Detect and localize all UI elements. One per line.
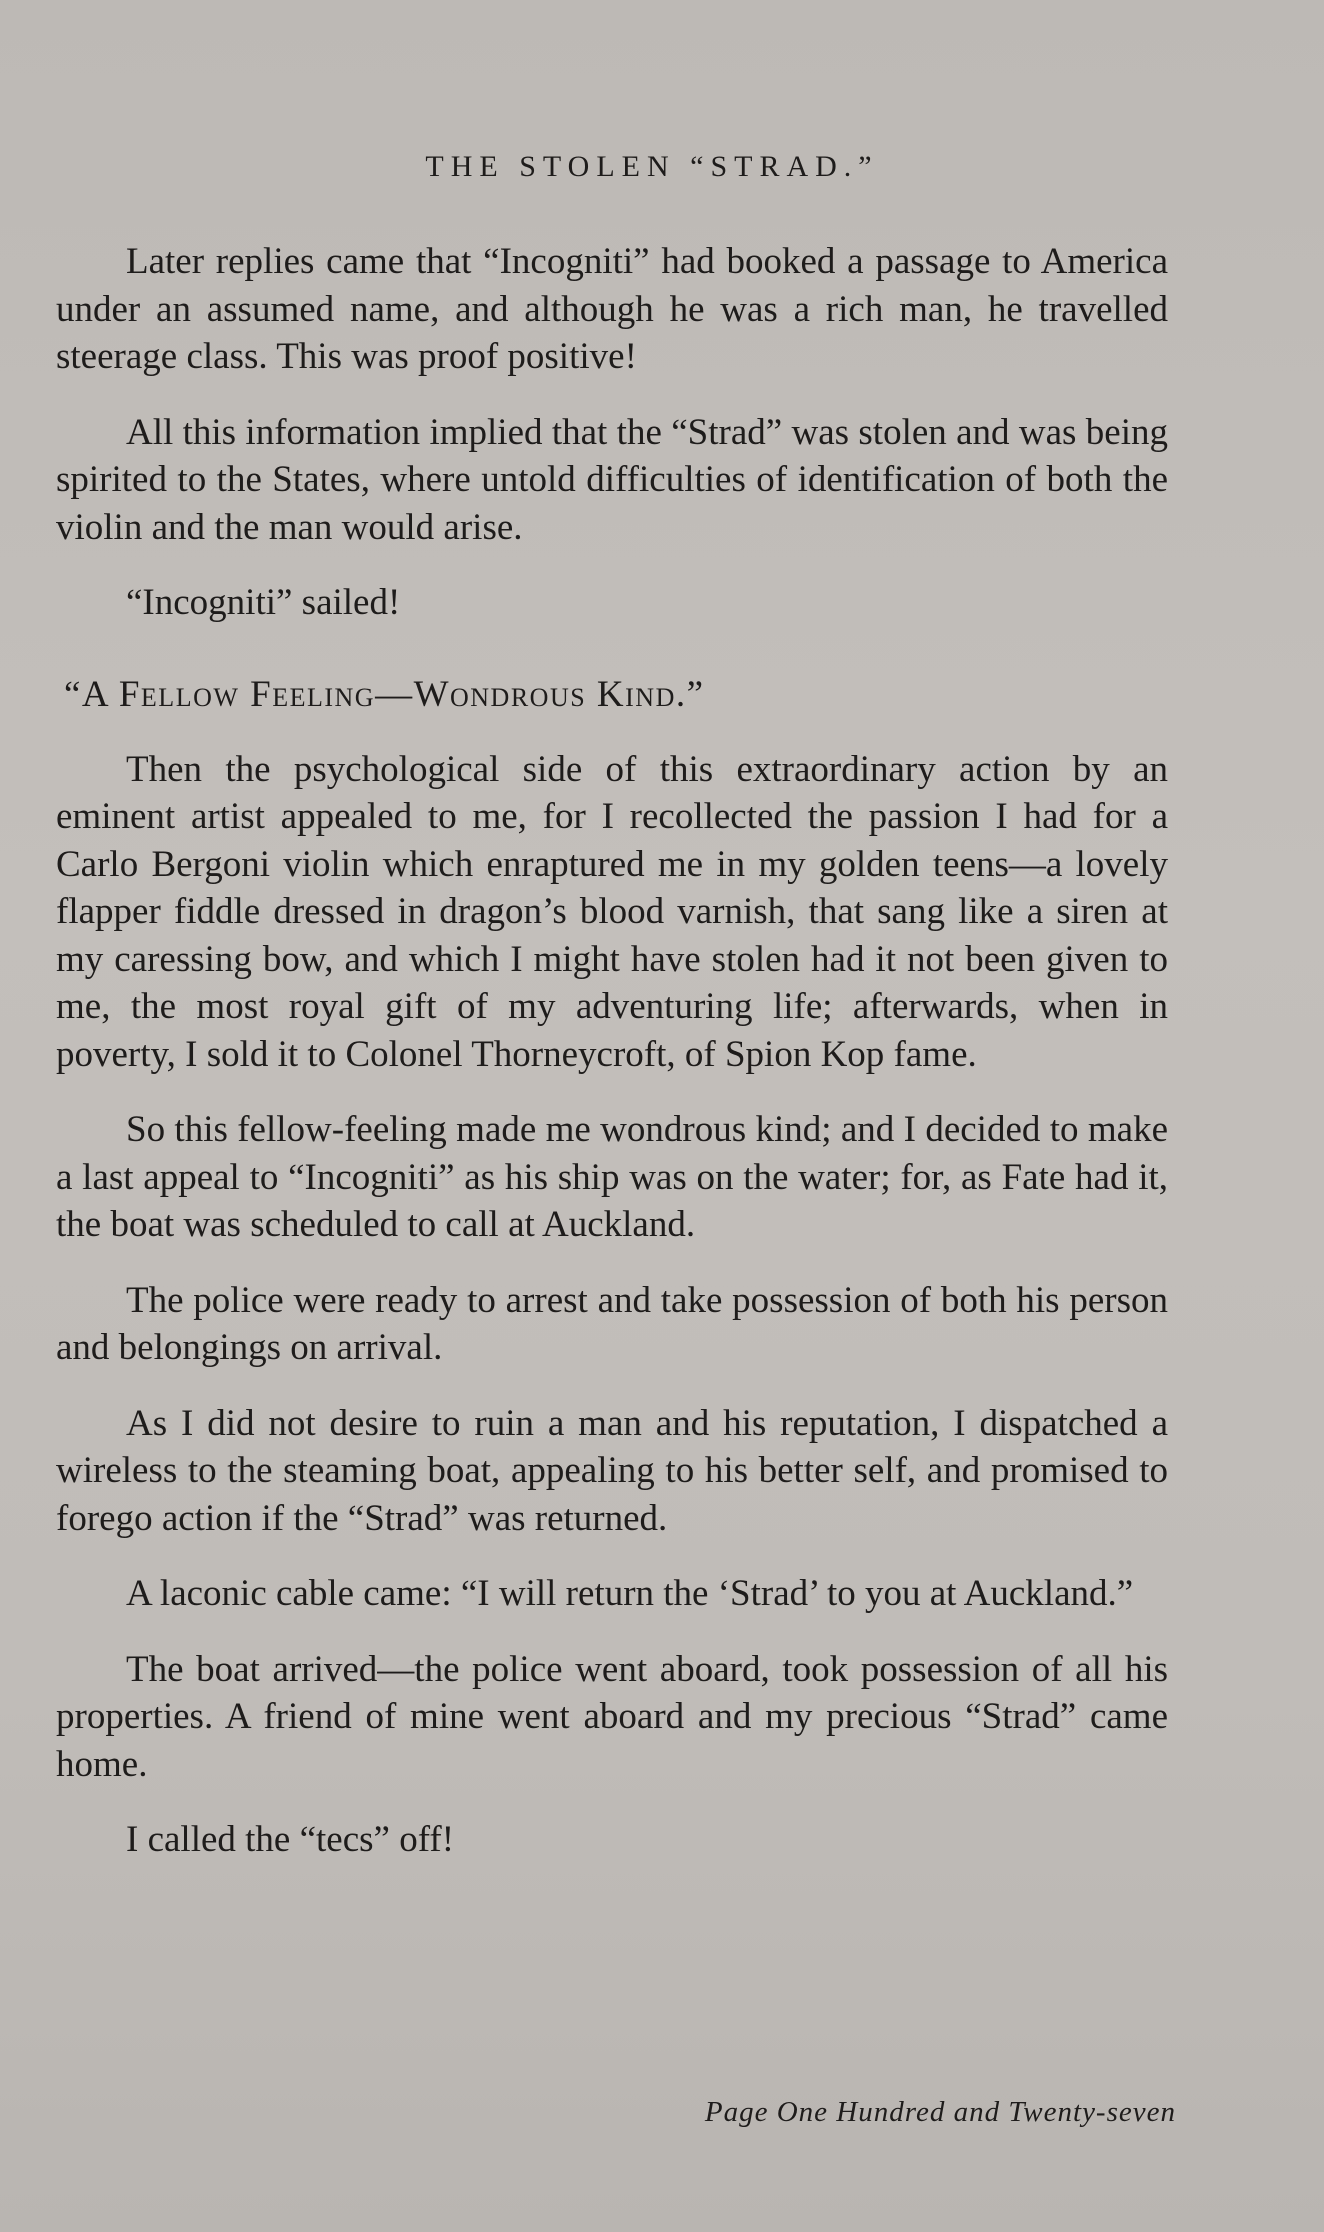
- paragraph: All this information implied that the “Strad” was stolen and was being spirited to the States, where untold difficulties of identification of both the violin and the man would arise.: [56, 411, 1168, 548]
- paragraph: A laconic cable came: “I will return the ‘Strad’ to you at Auckland.”: [126, 1573, 1134, 1614]
- paragraph: The police were ready to arrest and take possession of both his person and belongings on arrival.: [56, 1279, 1168, 1368]
- paragraph: “Incogniti” sailed!: [126, 582, 401, 623]
- running-head: THE STOLEN “STRAD.”: [425, 150, 879, 183]
- paragraph: Later replies came that “Incogniti” had booked a passage to America under an assumed name, and although he was a rich man, he travelled steerage class. This was proof positive!: [56, 241, 1168, 377]
- paragraph: The boat arrived—the police went aboard, took possession of all his properties. A friend of mine went aboard and my precious “Strad” came home.: [56, 1648, 1168, 1785]
- section-heading: “A Fellow Feeling—Wondrous Kind.”: [64, 673, 705, 715]
- paragraph: So this fellow-feeling made me wondrous kind; and I decided to make a last appeal to “Incogniti” as his ship was on the water; for, as Fate had it, the boat was scheduled to call at Auckland.: [56, 1109, 1168, 1245]
- paragraph: As I did not desire to ruin a man and his reputation, I dispatched a wireless to the steaming boat, appealing to his better self, and promised to forego action if the “Strad” was returned.: [56, 1402, 1168, 1539]
- page-number-footer: Page One Hundred and Twenty-seven: [704, 2096, 1176, 2128]
- paragraph: Then the psychological side of this extraordinary action by an eminent artist appealed to me, for I recollected the passion I had for a Carlo Bergoni violin which enraptured me in my golden teens—a lovely flapper fiddle dressed in dragon’s blood varnish, that sang like a siren at my caressing bow, and which I might have stolen had it not been given to me, the most royal gift of my adventuring life; afterwards, when in poverty, I sold it to Colonel Thorneycroft, of Spion Kop fame.: [56, 748, 1168, 1075]
- paragraph: I called the “tecs” off!: [126, 1819, 455, 1860]
